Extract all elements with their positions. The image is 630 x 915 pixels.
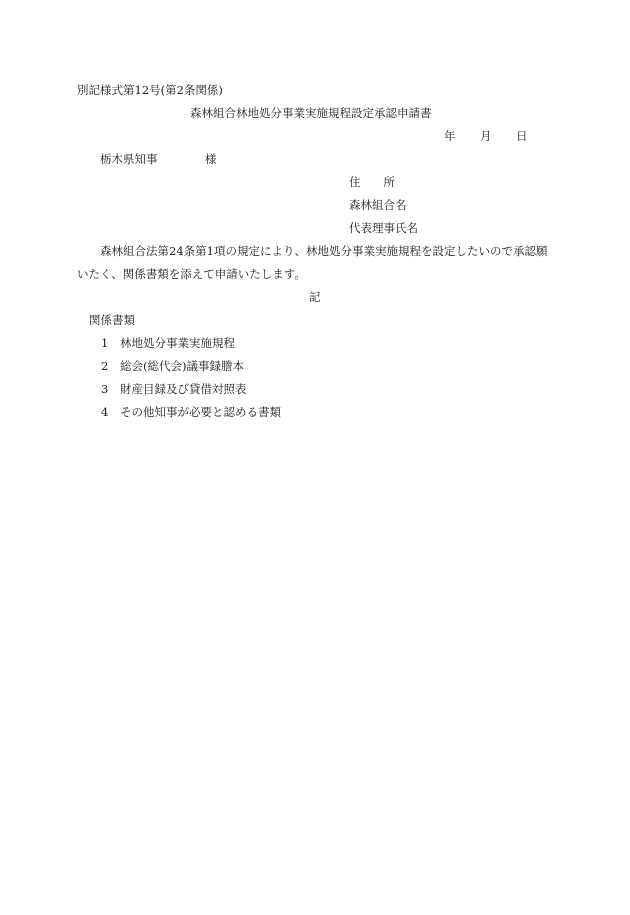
date-month: 月 <box>480 129 492 143</box>
date-year: 年 <box>444 129 456 143</box>
body-text-line-1: 森林組合法第24条第1項の規定により、林地処分事業実施規程を設定したいので承認願 <box>100 244 548 258</box>
list-item-number: 3 <box>101 382 109 396</box>
list-item-text: 林地処分事業実施規程 <box>120 336 235 350</box>
applicant-representative-label: 代表理事氏名 <box>349 221 418 235</box>
addressee-name: 栃木県知事 <box>100 152 158 166</box>
list-item-number: 1 <box>101 336 109 350</box>
body-text-line-2: いたく、関係書類を添えて申請いたします。 <box>77 267 306 281</box>
date-day: 日 <box>516 129 528 143</box>
list-item-text: その他知事が必要と認める書類 <box>120 405 281 419</box>
addressee-honorific: 様 <box>205 152 217 166</box>
document-title: 森林組合林地処分事業実施規程設定承認申請書 <box>190 106 432 120</box>
applicant-address-label: 住 所 <box>349 175 395 189</box>
list-item-number: 2 <box>101 359 109 373</box>
applicant-org-name-label: 森林組合名 <box>349 198 407 212</box>
form-label: 別記様式第12号(第2条関係) <box>77 83 223 97</box>
ki-heading: 記 <box>309 290 321 304</box>
list-item-text: 財産目録及び貸借対照表 <box>120 382 247 396</box>
related-docs-heading: 関係書類 <box>89 313 135 327</box>
list-item-text: 総会(総代会)議事録謄本 <box>120 359 244 373</box>
list-item-number: 4 <box>101 405 109 419</box>
